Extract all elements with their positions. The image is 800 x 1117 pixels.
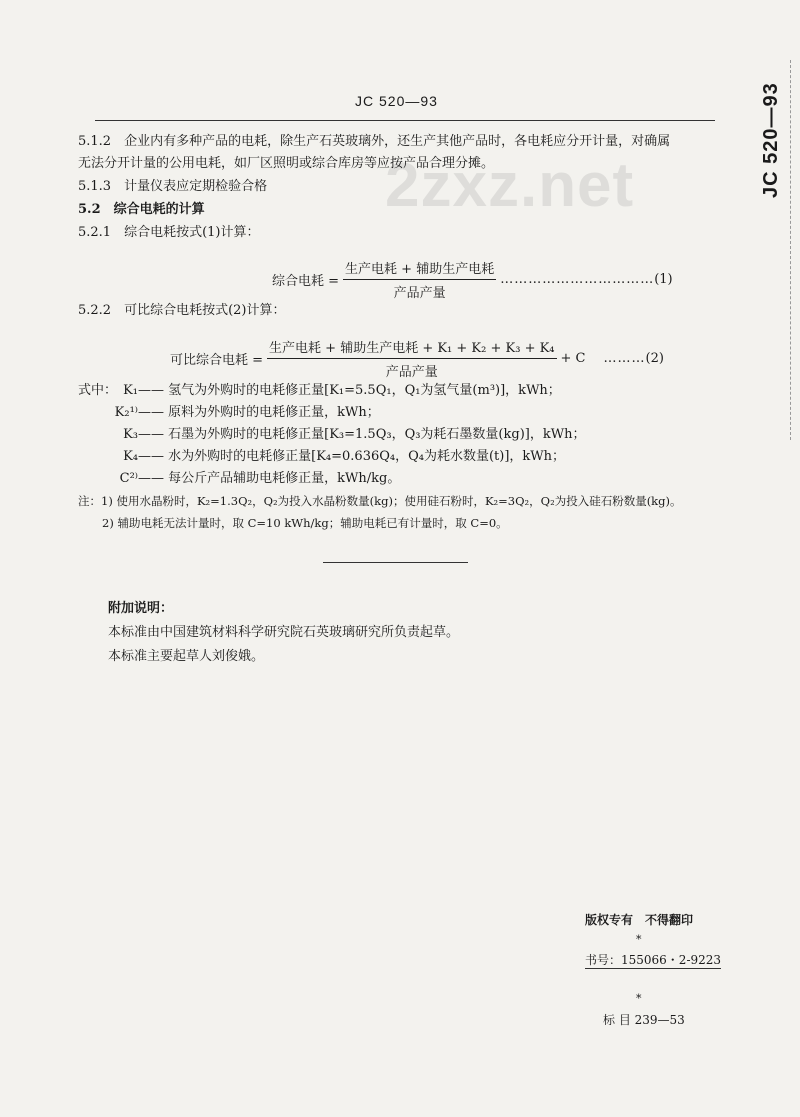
definition-row bbox=[78, 446, 585, 468]
book-number bbox=[585, 951, 721, 968]
definition-text: —— 氢气为外购时的电耗修正量[K₁=5.5Q₁，Q₁为氢气量(m³)]，kWh； bbox=[138, 383, 561, 398]
definition-row bbox=[78, 424, 585, 446]
definition-text: —— 水为外购时的电耗修正量[K₄=0.636Q₄，Q₄为耗水数量(t)]，kWh； bbox=[138, 449, 566, 464]
definition-symbol: K₂¹⁾ bbox=[114, 405, 138, 420]
header-rule bbox=[95, 120, 715, 121]
appendix-line-2: 本标准主要起草人刘俊娥。 bbox=[108, 649, 265, 664]
definition-row bbox=[78, 402, 585, 424]
separator-star: * bbox=[636, 933, 642, 946]
clause-5-2-2: 5.2.2 可比综合电耗按式(2)计算： bbox=[78, 303, 286, 318]
formula-2-number: (2) bbox=[645, 351, 664, 366]
appendix-note bbox=[108, 597, 459, 669]
clause-5-1-2-line2: 无法分开计量的公用电耗，如厂区照明或综合库房等应按产品合理分摊。 bbox=[78, 156, 495, 171]
definition-symbol: K₁ bbox=[123, 383, 138, 398]
formula-1-denominator: 产品产量 bbox=[393, 286, 446, 301]
formula-2-tail: + C bbox=[560, 351, 586, 366]
footnote-2: 2) 辅助电耗无法计量时，取 C=10 kWh/kg；辅助电耗已有计量时，取 C=0。 bbox=[102, 516, 508, 530]
formula-2 bbox=[170, 337, 664, 380]
definitions-lead: 式中： bbox=[78, 383, 118, 398]
end-of-text-rule bbox=[323, 562, 468, 563]
formula-1-number: (1) bbox=[654, 272, 673, 287]
footnotes bbox=[78, 490, 682, 534]
formula-1-leader-dots: …………………………… bbox=[500, 272, 655, 287]
formula-2-numerator: 生产电耗 + 辅助生产电耗 + K₁ + K₂ + K₃ + K₄ bbox=[267, 337, 556, 359]
clause-5-2-1: 5.2.1 综合电耗按式(1)计算： bbox=[78, 225, 260, 240]
formula-2-lhs: 可比综合电耗 = bbox=[170, 353, 264, 368]
definition-row bbox=[78, 468, 585, 490]
definition-text: —— 原料为外购时的电耗修正量，kWh； bbox=[138, 405, 380, 420]
formula-1-numerator: 生产电耗 + 辅助生产电耗 bbox=[343, 258, 496, 280]
formula-1 bbox=[272, 258, 673, 301]
formula-2-leader-dots: ……… bbox=[603, 351, 646, 366]
definition-symbol: K₄ bbox=[123, 449, 138, 464]
clause-5-2-heading: 5.2 综合电耗的计算 bbox=[78, 202, 205, 217]
separator-star: * bbox=[636, 992, 642, 1005]
formula-1-lhs: 综合电耗 = bbox=[272, 274, 340, 289]
clause-5-1-2 bbox=[78, 131, 718, 175]
catalog-number: 标 目 239—53 bbox=[603, 1013, 685, 1027]
definition-row bbox=[78, 380, 585, 402]
definition-symbol: K₃ bbox=[123, 427, 138, 442]
header-standard-code: JC 520—93 bbox=[355, 93, 438, 109]
definition-text: —— 石墨为外购时的电耗修正量[K₃=1.5Q₃，Q₃为耗石墨数量(kg)]，kWh； bbox=[138, 427, 586, 442]
symbol-definitions bbox=[78, 380, 585, 490]
book-number-text: 书号：155066・2-9223 bbox=[585, 953, 722, 967]
formula-2-fraction bbox=[267, 337, 556, 380]
clause-5-1-2-line1: 5.1.2 企业内有多种产品的电耗，除生产石英玻璃外，还生产其他产品时，各电耗应分开计量，对确属 bbox=[78, 134, 671, 149]
binding-margin-line bbox=[790, 60, 791, 440]
definition-symbol: C²⁾ bbox=[119, 471, 138, 486]
clause-5-1-3: 5.1.3 计量仪表应定期检验合格 bbox=[78, 179, 268, 194]
side-standard-code: JC 520—93 bbox=[760, 82, 782, 198]
formula-1-fraction bbox=[343, 258, 496, 301]
copyright-notice: 版权专有 不得翻印 bbox=[585, 913, 694, 927]
appendix-line-1: 本标准由中国建筑材料科学研究院石英玻璃研究所负责起草。 bbox=[108, 625, 460, 640]
appendix-title: 附加说明： bbox=[108, 601, 174, 616]
definition-text: —— 每公斤产品辅助电耗修正量，kWh/kg。 bbox=[138, 471, 401, 486]
watermark: 2zxz.net bbox=[385, 151, 635, 220]
formula-2-denominator: 产品产量 bbox=[385, 365, 438, 380]
footnote-1: 注：1) 使用水晶粉时，K₂=1.3Q₂，Q₂为投入水晶粉数量(kg)；使用硅石粉时，K₂=3Q₂，Q₂为投入硅石粉数量(kg)。 bbox=[78, 494, 682, 508]
